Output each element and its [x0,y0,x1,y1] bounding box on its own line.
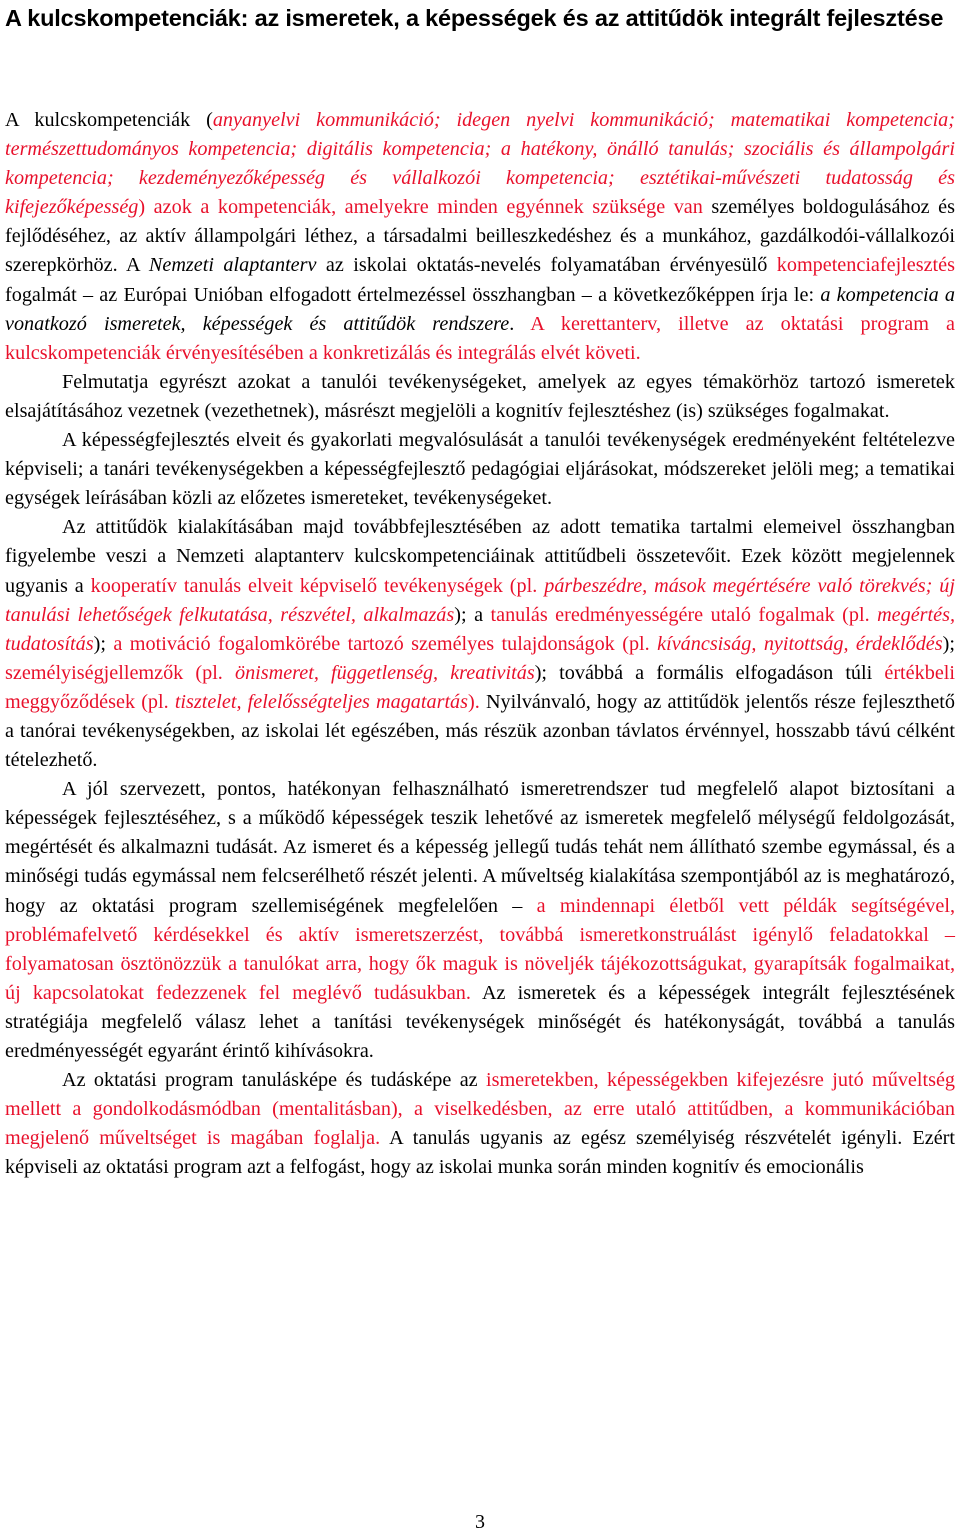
text-span: . [509,312,531,335]
red-span: a motiváció fogalomkörébe tartozó személyes tulajdonságok (pl. [113,632,658,655]
red-span: kooperatív tanulás elveit képviselő tevékenységek (pl. [90,574,545,597]
italic-red-span: anyanyelvi kommunikáció; idegen nyelvi kommunikáció; matematikai kompetencia; természettudományos kompetencia; digitális kompetencia; a hatékony, önálló tanulás; szociális és állampolgári kompetencia; kezdeményezőképesség és vállalkozói kompetencia; esztétikai-művészeti tudatosság és kifejezőképesség [5,109,956,219]
text-span: Az attitűdök kialakításában majd továbbfejlesztésében az adott tematika tartalmi elemeivel összhangban figyelembe veszi a Nemzeti alaptanterv kulcskompetenciáinak attitűdbeli összetevőit. Ezek között megjelennek ugyanis a [5,516,955,597]
text-span: ); a [454,603,491,626]
paragraph-6 [5,1066,955,1182]
text-span: fogalmát – az Európai Unióban elfogadott értelmezéssel összhangban – a következőképpen írja le: [5,283,821,306]
text-span: az iskolai oktatás-nevelés folyamatában érvényesülő [316,254,777,277]
red-span: személyiségjellemzők (pl. [5,661,235,684]
italic-red-span: kíváncsiság, nyitottság, érdeklődés [657,632,943,655]
text-span: A jól szervezett, pontos, hatékonyan felhasználható ismeretrendszer tud megfelelő alapot biztosítani a képességek fejlesztéséhez, s a működő képességek teszik lehetővé az ismeretek megfelelő mélységű feldolgozását, megértését és alkalmazni tudását. Az ismeret és a képesség jellegű tudás tehát nem állítható szembe egymással, és a minőségi tudás egymással nem felcserélhető részét jelenti. A műveltség kialakítása szempontjából az is meghatározó, hogy az oktatási program szellemiségének megfelelően – [5,778,955,917]
text-span: A képességfejlesztés elveit és gyakorlati megvalósulását a tanulói tevékenységek eredményeként feltételezve képviseli; a tanári tevékenységekben a képességfejlesztő pedagógiai eljárásokat, módszereket jelöli meg; a tematikai egységek leírásában közli az előzetes ismereteket, tevékenységeket. [5,429,955,510]
red-span: kompetenciafejlesztés [776,254,955,277]
red-span: a mindennapi életből vett példák segítségével, problémafelvető kérdésekkel és aktív ismeretszerzést, továbbá ismeretkonstruálást igénylő feladatokkal – folyamatosan ösztönözzük a tanulókat arra, hogy ők maguk is növeljék tájékozottságukat, gyarapítsák fogalmaikat, új kapcsolatokat fedezzenek fel meglévő tudásukban. [5,894,955,1004]
paragraph-3 [5,426,955,513]
italic-red-span: párbeszédre, mások megértésére való törekvés; új tanulási lehetőségek felkutatása, részvétel, alkalmazás [5,574,956,626]
italic-red-span: tisztelet, felelősségteljes magatartás [174,690,469,713]
text-span: ); [93,632,114,655]
italic-red-span: megértés, tudatosítás [5,603,956,655]
text-span: A kulcskompetenciák ( [5,109,213,131]
italic-span: Nemzeti alaptanterv [148,254,317,277]
paragraph-5 [5,775,955,1066]
italic-red-span: önismeret, függetlenség, kreativitás [234,661,535,684]
text-span: A tanulás ugyanis az egész személyiség részvételét igényli. Ezért képviseli az oktatási program azt a felfogást, hogy az iskolai munka során minden kognitív és emocionális [5,1127,955,1179]
text-span: Nyilvánvaló, hogy az attitűdök jelentős része fejleszthető a tanórai tevékenységekben, az iskolai lét egészében, más részük azonban távlatos érvénnyel, hosszabb távú célként tételezhető. [5,690,955,772]
text-span: ); [942,632,955,655]
italic-span: a kompetencia a vonatkozó ismeretek, képességek és attitűdök rendszere [5,283,955,335]
document-body [5,106,955,1182]
text-span: Felmutatja egyrészt azokat a tanulói tevékenységeket, amelyek az egyes témakörhöz tartozó ismeretek elsajátításához vezetnek (vezethetnek), másrészt megjelöli a kognitív fejlesztéshez (is) szükséges fogalmakat. [5,370,955,422]
page-number: 3 [475,1511,485,1533]
text-span: Az ismeretek és a képességek integrált fejlesztésének stratégiája megfelelő válasz lehet a tanítási tevékenységek minőségét és hatékonyságát, továbbá a tanulás eredményességét egyaránt érintő kihívásokra. [5,981,955,1062]
paragraph-4 [5,513,955,775]
red-span: ) azok a kompetenciák, amelyekre minden egyénnek szüksége van [138,196,703,219]
text-span: személyes boldogulásához és fejlődéséhez, az aktív állampolgári léthez, a társadalmi beilleszkedéshez és a munkához, gazdálkodói-vállalkozói szerepkörhöz. A [5,196,955,277]
red-span: értékbeli meggyőződések (pl. [5,661,955,713]
red-span: tanulás eredményességére utaló fogalmak (pl. [490,603,878,626]
red-span: A kerettanterv, illetve az oktatási program a kulcskompetenciák érvényesítésében a konkretizálás és integrálás elvét követi. [5,312,955,364]
text-span: ); továbbá a formális elfogadáson túli [534,661,885,684]
paragraph-1 [5,106,955,368]
red-span: ismeretekben, képességekben kifejezésre jutó műveltség mellett a gondolkodásmódban (mentalitásban), a viselkedésben, az erre utaló attitűdben, a kommunikációban megjelenő műveltséget is magában foglalja. [5,1069,956,1150]
text-span: Az oktatási program tanulásképe és tudásképe az [62,1069,487,1092]
paragraph-2 [5,368,955,426]
red-span: ). [468,690,480,713]
page-title: A kulcskompetenciák: az ismeretek, a képességek és az attitűdök integrált fejlesztése [5,5,944,31]
